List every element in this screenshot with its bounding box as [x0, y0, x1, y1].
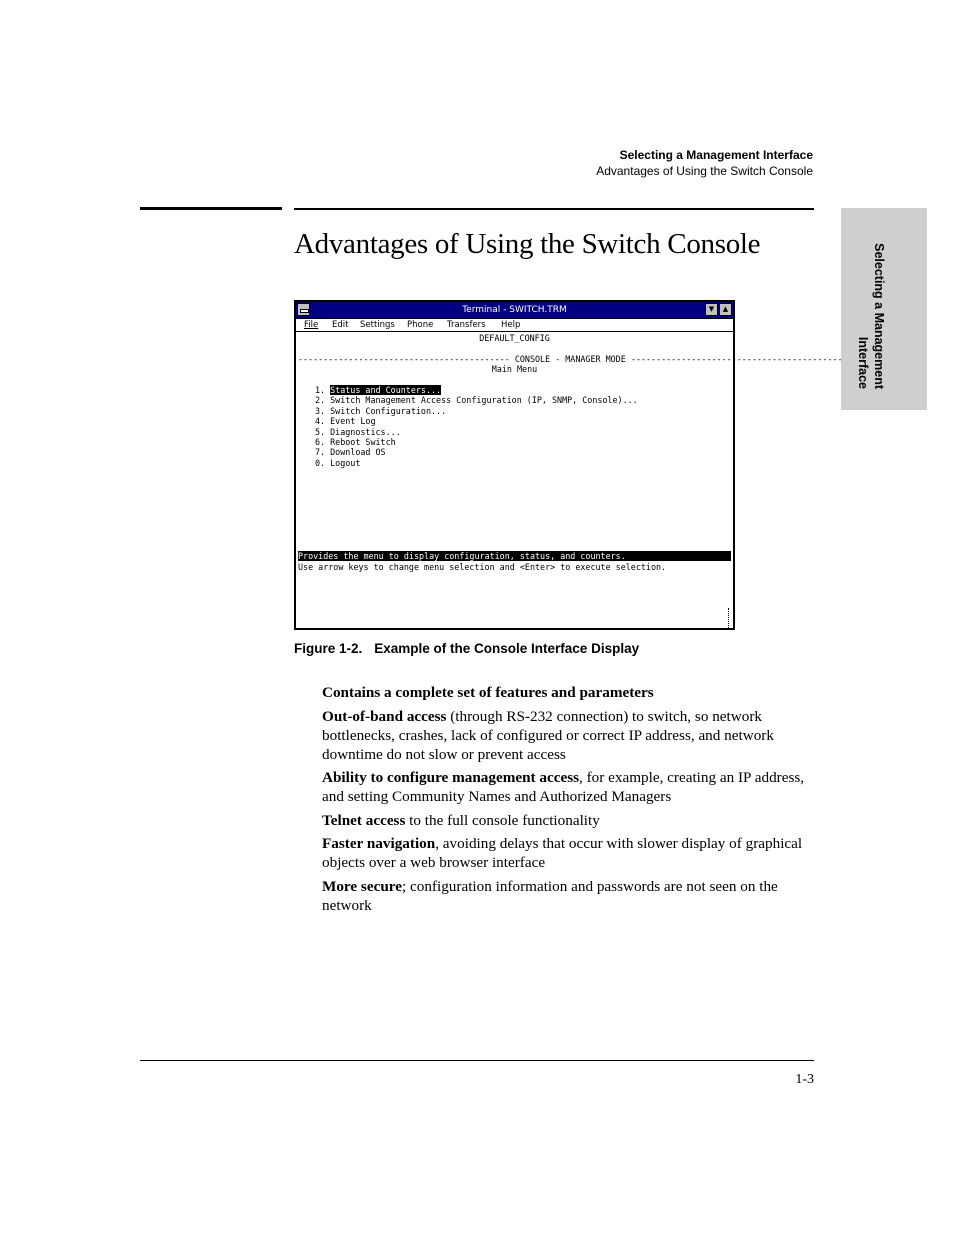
terminal-titlebar: [296, 302, 733, 319]
list-item-text: (through RS-232 connection) to switch, so network bottlenecks, crashes, lack of configured or correct IP address, and network downtime do not slow or prevent access: [322, 707, 774, 763]
menu-item[interactable]: [315, 395, 731, 405]
terminal-scroll-edge: [728, 608, 733, 628]
hint-line: Use arrow keys to change menu selection and <Enter> to execute selection.: [298, 561, 667, 572]
menu-phone[interactable]: Phone: [407, 320, 434, 330]
terminal-title: Terminal - SWITCH.TRM: [462, 305, 567, 315]
menu-item-number: 0.: [315, 457, 326, 468]
page-number: 1-3: [795, 1072, 814, 1087]
figure-number: Figure 1-2.: [294, 641, 363, 656]
list-item-term: Ability to configure management access: [322, 769, 580, 786]
menu-item[interactable]: [315, 427, 731, 437]
menu-item-number: 7.: [315, 447, 326, 458]
header-rule-left: [140, 207, 282, 210]
list-item: [322, 768, 817, 806]
minimize-icon[interactable]: ▼: [705, 303, 718, 316]
menu-item[interactable]: [315, 458, 731, 468]
help-line: Provides the menu to display configuration, status, and counters.: [298, 551, 731, 561]
mode-label: CONSOLE - MANAGER MODE: [514, 354, 626, 364]
mode-dashes-right: ------------------------------------------: [630, 354, 843, 364]
list-item: [322, 707, 817, 764]
list-item: [322, 811, 817, 830]
menu-item-number: 1.: [315, 385, 326, 395]
menu-settings[interactable]: Settings: [360, 320, 395, 330]
chapter-thumb-tab-label: Selecting a Management Interface: [856, 243, 886, 389]
section-heading: Advantages of Using the Switch Console: [294, 228, 761, 260]
list-item-text: , for example, creating an IP address, and setting Community Names and Authorized Managers: [322, 769, 805, 805]
menu-item-label: Switch Management Access Configuration (IP, SNMP, Console)...: [330, 395, 638, 406]
terminal-screen: [298, 332, 843, 626]
menu-item-label: Event Log: [330, 416, 376, 427]
running-head: [596, 147, 813, 179]
maximize-icon[interactable]: ▲: [719, 303, 732, 316]
menu-item-label-selected: Status and Counters...: [330, 385, 442, 395]
menu-item-number: 3.: [315, 405, 326, 416]
list-item: [322, 683, 817, 702]
footer-rule: [140, 1060, 814, 1061]
mode-dashes-left: ------------------------------------------: [298, 354, 510, 364]
menu-item[interactable]: [315, 385, 731, 395]
menu-edit[interactable]: Edit: [332, 320, 349, 330]
list-item-text: ; configuration information and passwords are not seen on the network: [322, 877, 778, 914]
list-item-term: Telnet access: [322, 811, 406, 829]
menu-item[interactable]: [315, 416, 731, 426]
menu-item-label: Logout: [330, 457, 361, 468]
header-rule: [294, 208, 814, 210]
menu-help[interactable]: Help: [501, 320, 521, 330]
list-item-text: to the full console functionality: [405, 811, 600, 829]
menu-file[interactable]: File: [304, 320, 319, 330]
list-item-text: , avoiding delays that occur with slower display of graphical objects over a web browser interface: [322, 835, 803, 871]
menu-transfers[interactable]: Transfers: [447, 320, 486, 330]
running-head-title: Selecting a Management Interface: [619, 148, 813, 162]
menu-item-label: Switch Configuration...: [330, 405, 447, 416]
config-name: DEFAULT_CONFIG: [479, 333, 550, 343]
figure-caption: [294, 641, 639, 656]
figure-caption-text: Example of the Console Interface Display: [374, 641, 640, 656]
list-item-term: Out-of-band access: [322, 707, 447, 725]
mode-line: [298, 354, 843, 364]
menu-item-number: 2.: [315, 395, 326, 406]
menu-item-number: 4.: [315, 416, 326, 427]
terminal-menubar: [296, 319, 733, 332]
menu-title: Main Menu: [491, 364, 538, 374]
list-item-term: Faster navigation: [322, 835, 436, 852]
menu-item-label: Diagnostics...: [330, 426, 401, 437]
list-item-term: More secure: [322, 877, 402, 895]
menu-item[interactable]: [315, 447, 731, 457]
menu-item-label: Download OS: [330, 447, 386, 458]
list-item-term: Contains a complete set of features and parameters: [322, 684, 654, 701]
terminal-window: [294, 300, 843, 630]
list-item: [322, 834, 817, 872]
menu-item[interactable]: [315, 437, 731, 447]
list-item: [322, 877, 817, 915]
feature-list: [322, 683, 817, 919]
menu-item-number: 5.: [315, 426, 326, 437]
menu-item-number: 6.: [315, 437, 326, 447]
menu-item-label: Reboot Switch: [330, 437, 396, 447]
menu-item[interactable]: [315, 406, 731, 416]
running-head-subtitle: Advantages of Using the Switch Console: [596, 164, 813, 178]
